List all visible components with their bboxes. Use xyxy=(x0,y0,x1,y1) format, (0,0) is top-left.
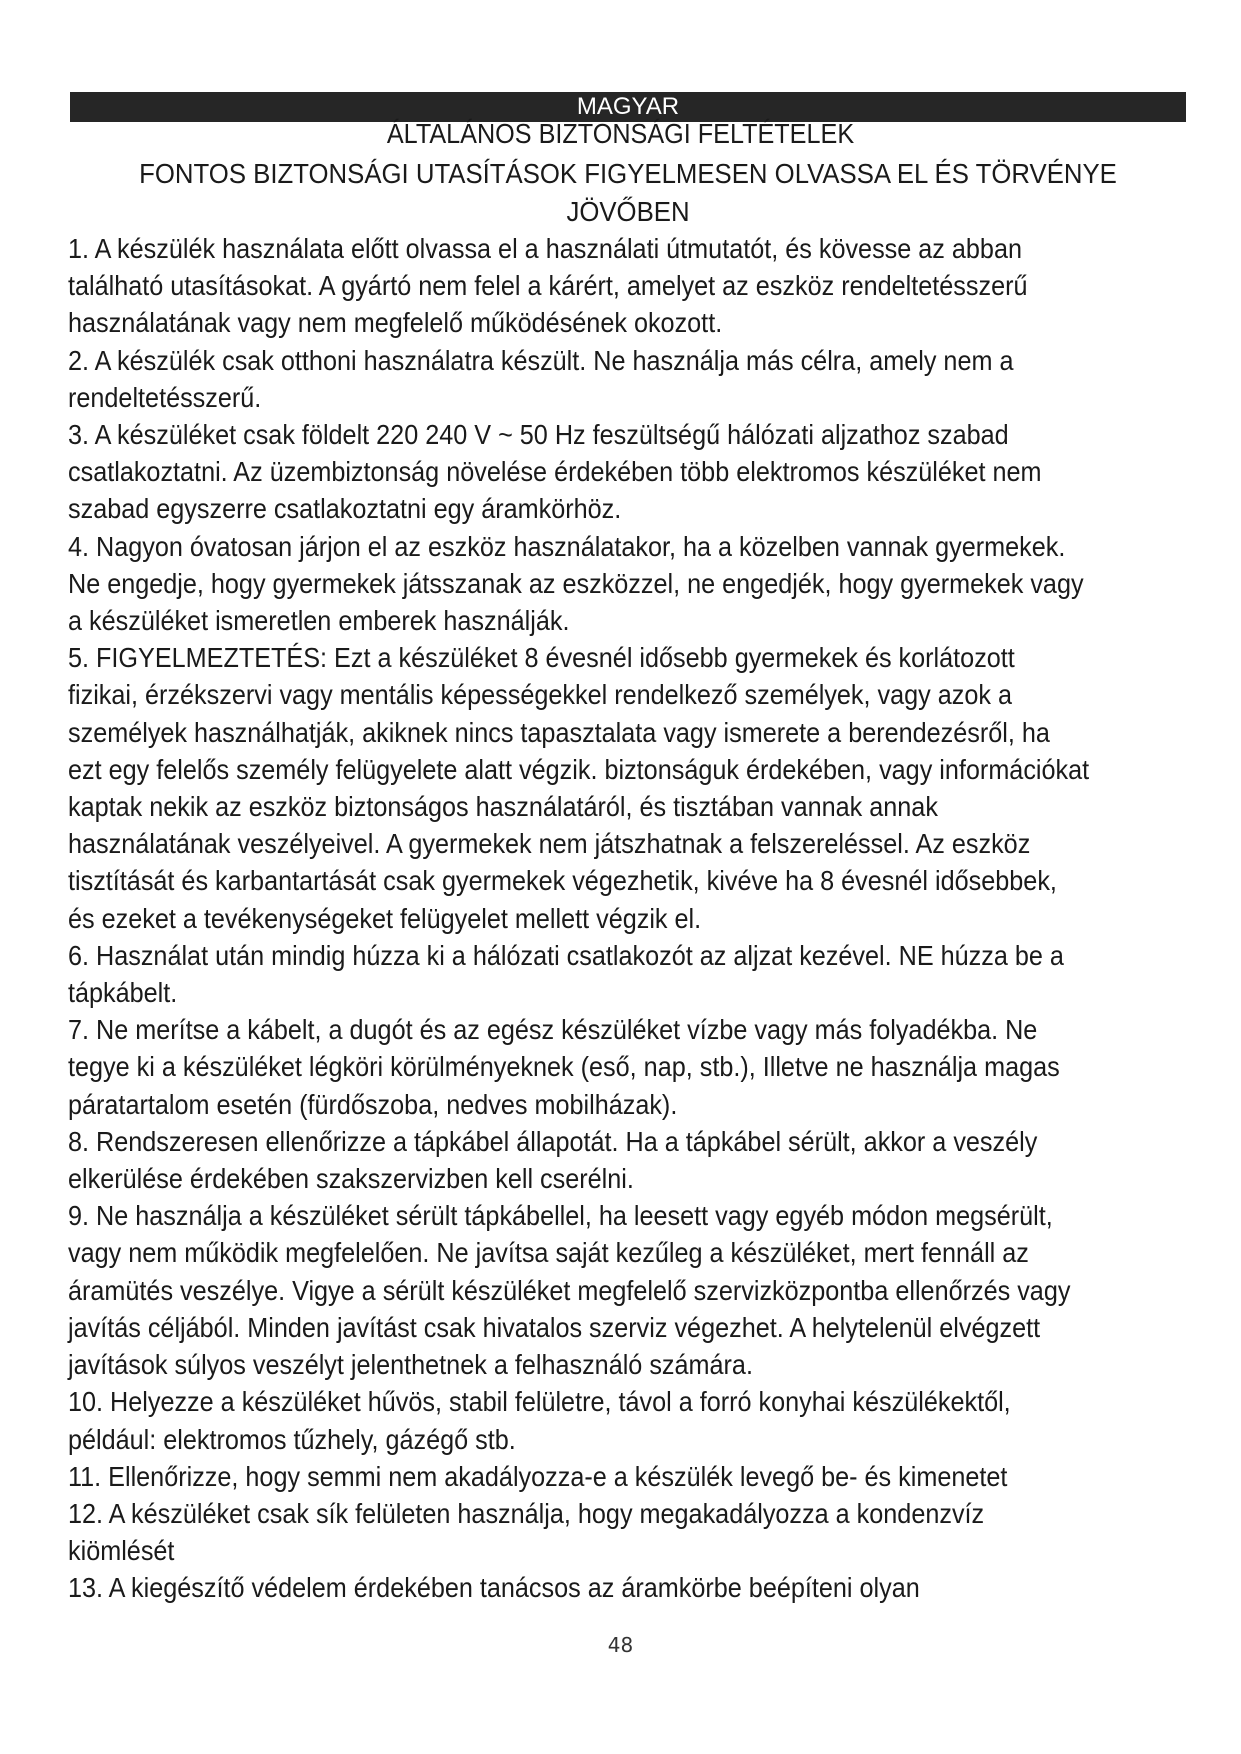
instruction-line: 3. A készüléket csak földelt 220 240 V ~ 50 Hz feszültségű hálózati aljzathoz szabad xyxy=(68,419,1009,451)
instruction-line: kiömlését xyxy=(68,1535,175,1567)
instruction-line: tápkábelt. xyxy=(68,977,178,1009)
instruction-line: 9. Ne használja a készüléket sérült tápkábellel, ha leesett vagy egyéb módon megsérült, xyxy=(68,1200,1053,1232)
instruction-line: rendeltetésszerű. xyxy=(68,381,262,413)
instruction-line: 2. A készülék csak otthoni használatra készült. Ne használja más célra, amely nem a xyxy=(68,344,1014,376)
instruction-line: személyek használhatják, akiknek nincs tapasztalata vagy ismerete a berendezésről, ha xyxy=(68,716,1050,748)
instruction-line: csatlakoztatni. Az üzembiztonság növelése érdekében több elektromos készüléket nem xyxy=(68,456,1042,488)
subtitle-line: FONTOS BIZTONSÁGI UTASÍTÁSOK FIGYELMESEN OLVASSA EL ÉS TÖRVÉNYE xyxy=(139,158,1117,189)
instruction-line: 1. A készülék használata előtt olvassa el a használati útmutatót, és kövesse az abban xyxy=(68,233,1022,264)
instruction-line: a készüléket ismeretlen emberek használják. xyxy=(68,605,570,637)
page-number: 48 xyxy=(607,1633,634,1657)
instruction-line: szabad egyszerre csatlakoztatni egy áramkörhöz. xyxy=(68,493,622,525)
page-subtitle xyxy=(115,155,1142,231)
instruction-line: tisztítását és karbantartását csak gyermekek végezhetik, kivéve ha 8 évesnél idősebbek, xyxy=(68,865,1057,897)
language-label: MAGYAR xyxy=(576,93,680,120)
instruction-line: kaptak nekik az eszköz biztonságos használatáról, és tisztában vannak annak xyxy=(68,791,938,823)
instruction-line: javítások súlyos veszélyt jelenthetnek a felhasználó számára. xyxy=(68,1349,753,1381)
instruction-line: elkerülése érdekében szakszervizben kell cserélni. xyxy=(68,1163,634,1195)
instruction-line: 12. A készüléket csak sík felületen használja, hogy megakadályozza a kondenzvíz xyxy=(68,1497,985,1529)
instruction-line: 7. Ne merítse a kábelt, a dugót és az egész készüléket vízbe vagy más folyadékba. Ne xyxy=(68,1014,1038,1046)
instruction-line: tegye ki a készüléket légköri körülményeknek (eső, nap, stb.), Illetve ne használja magas xyxy=(68,1051,1060,1083)
instruction-line: használatának veszélyeivel. A gyermekek nem játszhatnak a felszereléssel. Az eszköz xyxy=(68,828,1031,860)
instruction-line: áramütés veszélye. Vigye a sérült készüléket megfelelő szervizközpontba ellenőrzés vagy xyxy=(68,1274,1071,1306)
instruction-line: 5. FIGYELMEZTETÉS: Ezt a készüléket 8 évesnél idősebb gyermekek és korlátozott xyxy=(68,642,1015,674)
page-title: ÁLTALÁNOS BIZTONSÁGI FELTÉTELEK xyxy=(386,118,855,149)
instruction-line: vagy nem működik megfelelően. Ne javítsa saját kezűleg a készüléket, mert fennáll az xyxy=(68,1237,1029,1269)
instruction-line: Ne engedje, hogy gyermekek játsszanak az eszközzel, ne engedjék, hogy gyermekek vagy xyxy=(68,567,1084,599)
subtitle-line: JÖVŐBEN xyxy=(566,196,690,227)
instruction-line: páratartalom esetén (fürdőszoba, nedves mobilházak). xyxy=(68,1088,678,1120)
instruction-line: fizikai, érzékszervi vagy mentális képességekkel rendelkező személyek, vagy azok a xyxy=(68,679,1013,711)
instruction-line: és ezeket a tevékenységeket felügyelet mellett végzik el. xyxy=(68,902,702,934)
instruction-line: javítás céljából. Minden javítást csak hivatalos szerviz végezhet. A helytelenül elvégzett xyxy=(68,1311,1041,1343)
instruction-line: 10. Helyezze a készüléket hűvös, stabil felületre, távol a forró konyhai készülékektől, xyxy=(68,1386,1011,1418)
instruction-line: ezt egy felelős személy felügyelete alatt végzik. biztonságuk érdekében, vagy információkat xyxy=(68,753,1090,785)
instruction-line: 6. Használat után mindig húzza ki a hálózati csatlakozót az aljzat kezével. NE húzza be a xyxy=(68,939,1064,971)
instruction-line: például: elektromos tűzhely, gázégő stb. xyxy=(68,1423,516,1455)
instruction-line: 13. A kiegészítő védelem érdekében tanácsos az áramkörbe beépíteni olyan xyxy=(68,1572,920,1604)
instruction-line: 8. Rendszeresen ellenőrizze a tápkábel állapotát. Ha a tápkábel sérült, akkor a veszély xyxy=(68,1125,1038,1157)
instruction-line: 4. Nagyon óvatosan járjon el az eszköz használatakor, ha a közelben vannak gyermekek. xyxy=(68,530,1066,562)
instruction-line: található utasításokat. A gyártó nem felel a kárért, amelyet az eszköz rendeltetésszerű xyxy=(68,270,1028,302)
instruction-line: 11. Ellenőrizze, hogy semmi nem akadályozza-e a készülék levegő be- és kimenetet xyxy=(68,1460,1008,1492)
safety-instructions-body xyxy=(68,230,1184,1607)
instruction-line: használatának vagy nem megfelelő működésének okozott. xyxy=(68,307,723,339)
